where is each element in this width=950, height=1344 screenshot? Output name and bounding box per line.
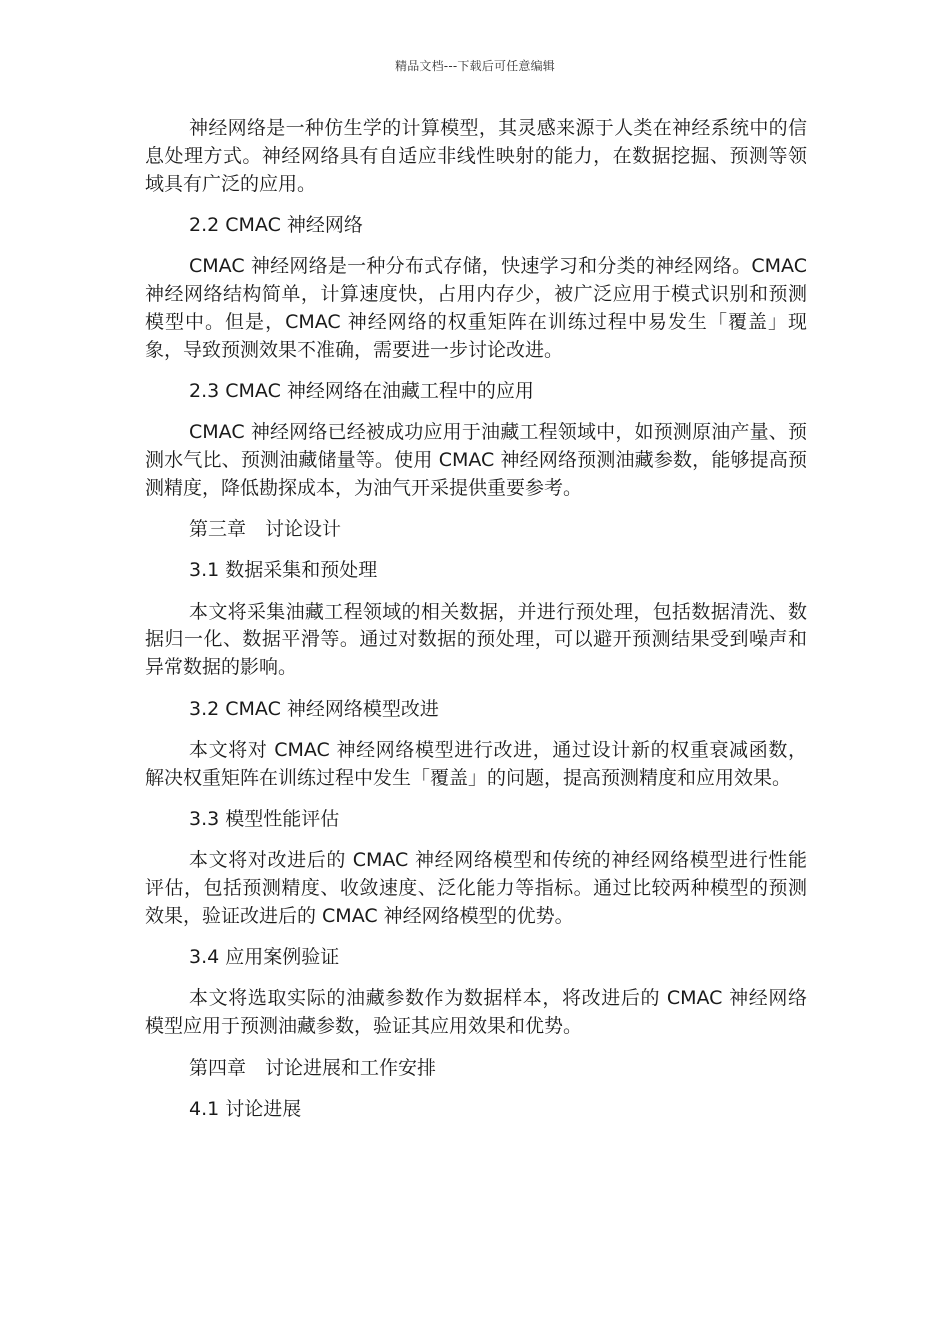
section-heading-2-2: 2.2 CMAC 神经网络 (189, 213, 363, 236)
document-body (145, 115, 807, 1137)
paragraph-cmac-application: CMAC 神经网络已经被成功应用于油藏工程领域中，如预测原油产量、预测水气比、预测油藏储量等。使用 CMAC 神经网络预测油藏参数，能够提高预测精度，降低勘探成本，为油气开采提供重要参考。 (145, 421, 807, 499)
section-heading-3-1: 3.1 数据采集和预处理 (189, 559, 378, 582)
paragraph-performance-evaluation: 本文将对改进后的 CMAC 神经网络模型和传统的神经网络模型进行性能评估，包括预测精度、收敛速度、泛化能力等指标。通过比较两种模型的预测效果，验证改进后的 CMAC 神经网络模型的优势。 (145, 849, 807, 927)
section-heading-3-2: 3.2 CMAC 神经网络模型改进 (189, 697, 439, 720)
section-heading-4-1: 4.1 讨论进展 (189, 1097, 302, 1120)
chapter-heading-4: 第四章 讨论进展和工作安排 (189, 1056, 437, 1079)
paragraph-data-preprocessing: 本文将采集油藏工程领域的相关数据，并进行预处理，包括数据清洗、数据归一化、数据平滑等。通过对数据的预处理，可以避开预测结果受到噪声和异常数据的影响。 (145, 600, 807, 679)
paragraph-intro: 神经网络是一种仿生学的计算模型，其灵感来源于人类在神经系统中的信息处理方式。神经网络具有自适应非线性映射的能力，在数据挖掘、预测等领域具有广泛的应用。 (145, 117, 807, 195)
paragraph-cmac-overview: CMAC 神经网络是一种分布式存储，快速学习和分类的神经网络。CMAC 神经网络结构简单，计算速度快，占用内存少，被广泛应用于模式识别和预测模型中。但是，CMAC 神经网络的权重矩阵在训练过程中易发生「覆盖」现象，导致预测效果不准确，需要进一步讨论改进。 (145, 255, 807, 361)
paragraph-case-validation: 本文将选取实际的油藏参数作为数据样本，将改进后的 CMAC 神经网络模型应用于预测油藏参数，验证其应用效果和优势。 (145, 987, 807, 1038)
section-heading-3-4: 3.4 应用案例验证 (189, 946, 340, 969)
chapter-heading-3: 第三章 讨论设计 (189, 518, 342, 541)
section-heading-3-3: 3.3 模型性能评估 (189, 807, 340, 830)
paragraph-model-improvement: 本文将对 CMAC 神经网络模型进行改进，通过设计新的权重衰减函数，解决权重矩阵在训练过程中发生「覆盖」的问题，提高预测精度和应用效果。 (145, 738, 807, 789)
section-heading-2-3: 2.3 CMAC 神经网络在油藏工程中的应用 (189, 379, 534, 402)
page-header: 精品文档---下载后可任意编辑 (395, 59, 555, 73)
